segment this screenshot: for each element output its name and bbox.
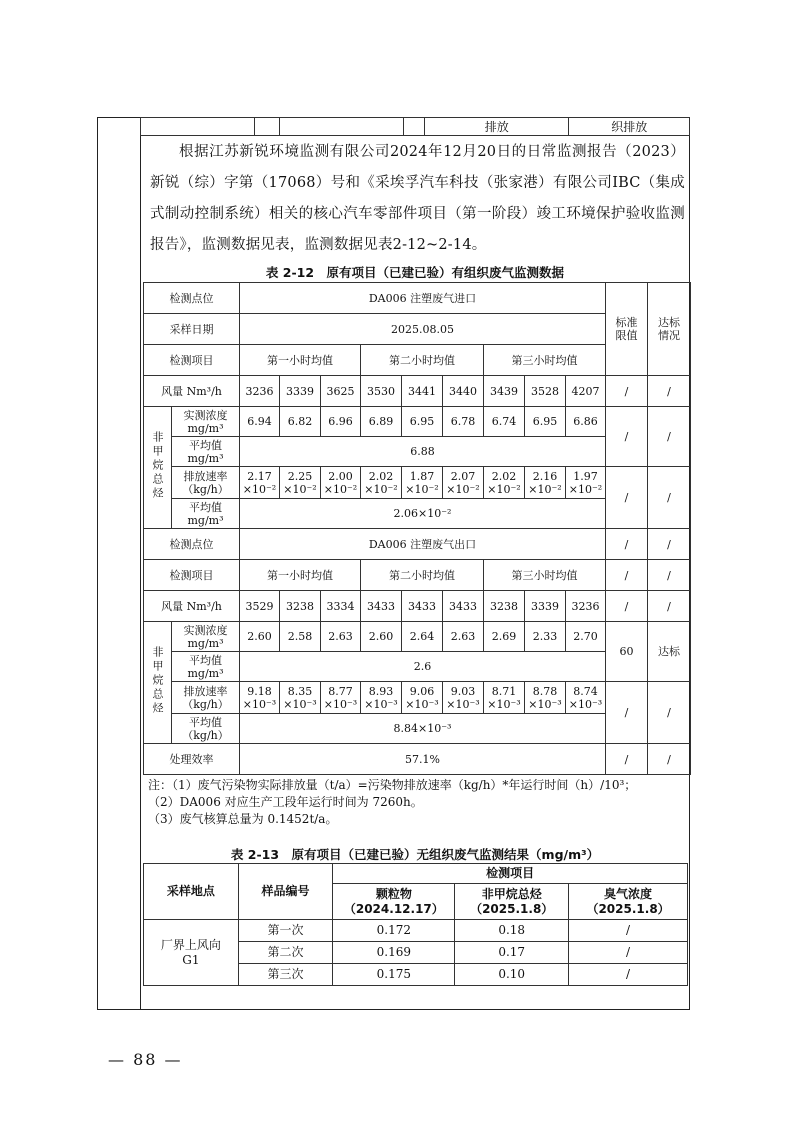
cell: 0.10 bbox=[455, 964, 569, 986]
cell: 实测浓度 mg/m³ bbox=[172, 407, 240, 437]
cell: 2.06×10⁻² bbox=[240, 499, 606, 529]
cell: / bbox=[606, 560, 648, 591]
cell: / bbox=[606, 376, 648, 407]
cell: 3528 bbox=[525, 376, 566, 407]
exponent: ×10⁻³ bbox=[405, 697, 439, 711]
cell: 检测项目 bbox=[144, 345, 240, 376]
cell: 实测浓度 mg/m³ bbox=[172, 622, 240, 652]
cell: 平均值 mg/m³ bbox=[172, 437, 240, 467]
cell: 第一次 bbox=[238, 920, 333, 942]
table-2-13 bbox=[143, 863, 688, 986]
note-line: （3）废气核算总量为 0.1452t/a。 bbox=[148, 812, 338, 826]
cell bbox=[240, 682, 280, 714]
value: 2.17 bbox=[247, 469, 272, 483]
table-2-12 bbox=[143, 282, 691, 775]
cell: / bbox=[648, 407, 691, 467]
cell: 6.88 bbox=[240, 437, 606, 467]
cell: 57.1% bbox=[240, 744, 606, 775]
cell: / bbox=[606, 467, 648, 529]
value: 8.74 bbox=[573, 684, 598, 698]
cell bbox=[443, 467, 484, 499]
continued-table-row bbox=[140, 117, 690, 136]
cell bbox=[144, 407, 172, 529]
cell: 第二次 bbox=[238, 942, 333, 964]
exponent: ×10⁻³ bbox=[568, 697, 603, 711]
cell: 第二小时均值 bbox=[361, 345, 484, 376]
cell: 织排放 bbox=[569, 118, 690, 136]
value: 2.25 bbox=[287, 469, 313, 483]
header-date: （2024.12.17） bbox=[343, 901, 444, 916]
exponent: ×10⁻³ bbox=[528, 697, 562, 711]
exponent: ×10⁻² bbox=[323, 482, 358, 496]
cell bbox=[333, 884, 455, 920]
cell: 3625 bbox=[321, 376, 361, 407]
cell bbox=[280, 682, 321, 714]
cell: 8.84×10⁻³ bbox=[240, 714, 606, 744]
cell: 2.60 bbox=[361, 622, 402, 652]
cell: 排放速率（kg/h） bbox=[172, 682, 240, 714]
cell: 6.86 bbox=[566, 407, 606, 437]
value: 2.07 bbox=[450, 469, 476, 483]
cell: 第三小时均值 bbox=[484, 560, 606, 591]
cell: 排放 bbox=[425, 118, 569, 136]
cell: / bbox=[606, 407, 648, 467]
value: 8.78 bbox=[532, 684, 558, 698]
cell: 3339 bbox=[525, 591, 566, 622]
cell bbox=[321, 682, 361, 714]
exponent: ×10⁻³ bbox=[446, 697, 480, 711]
cell: 检测点位 bbox=[144, 283, 240, 314]
cell bbox=[144, 622, 172, 744]
cell: / bbox=[648, 744, 691, 775]
exponent: ×10⁻³ bbox=[283, 697, 317, 711]
exponent: ×10⁻² bbox=[446, 482, 480, 496]
cell: 样品编号 bbox=[238, 864, 333, 920]
cell: 2.69 bbox=[484, 622, 525, 652]
cell: 2.58 bbox=[280, 622, 321, 652]
cell: 0.18 bbox=[455, 920, 569, 942]
cell: / bbox=[648, 376, 691, 407]
cell: / bbox=[606, 682, 648, 744]
cell: 排放速率（kg/h） bbox=[172, 467, 240, 499]
value: 8.93 bbox=[368, 684, 394, 698]
cell: 3530 bbox=[361, 376, 402, 407]
cell: / bbox=[606, 529, 648, 560]
cell bbox=[280, 467, 321, 499]
cell: 3238 bbox=[280, 591, 321, 622]
cell bbox=[321, 467, 361, 499]
cell: / bbox=[569, 920, 688, 942]
exponent: ×10⁻² bbox=[283, 482, 317, 496]
header: 臭气浓度 bbox=[604, 886, 653, 901]
exponent: ×10⁻² bbox=[364, 482, 398, 496]
cell bbox=[240, 467, 280, 499]
cell: 处理效率 bbox=[144, 744, 240, 775]
cell: 风量 Nm³/h bbox=[144, 376, 240, 407]
cell: 3439 bbox=[484, 376, 525, 407]
cell: 采样日期 bbox=[144, 314, 240, 345]
cell: 2.33 bbox=[525, 622, 566, 652]
cell: 厂界上风向 G1 bbox=[144, 920, 239, 986]
cell bbox=[484, 682, 525, 714]
cell: 0.172 bbox=[333, 920, 455, 942]
cell bbox=[402, 467, 443, 499]
cell: DA006 注塑废气进口 bbox=[240, 283, 606, 314]
cell: / bbox=[648, 591, 691, 622]
cell: 3433 bbox=[443, 591, 484, 622]
exponent: ×10⁻³ bbox=[364, 697, 398, 711]
header: 非甲烷总烃 bbox=[481, 886, 542, 901]
cell: 4207 bbox=[566, 376, 606, 407]
value: 2.02 bbox=[368, 469, 394, 483]
cell: 2.60 bbox=[240, 622, 280, 652]
cell: 3433 bbox=[361, 591, 402, 622]
value: 1.97 bbox=[573, 469, 598, 483]
cell: / bbox=[606, 744, 648, 775]
cell: 6.82 bbox=[280, 407, 321, 437]
cell: 平均值 mg/m³ bbox=[172, 499, 240, 529]
cell: / bbox=[606, 591, 648, 622]
cell: 3334 bbox=[321, 591, 361, 622]
intro-paragraph: 根据江苏新锐环境监测有限公司2024年12月20日的日常监测报告（2023）新锐（综）字第（17068）号和《采埃孚汽车科技（张家港）有限公司IBC（集成式制动控制系统）相关的核心汽车零部件项目（第一阶段）竣工环境保护验收监测报告》，监测数据见表，监测数据见表2-12~2-14。 bbox=[150, 144, 685, 253]
cell: 第二小时均值 bbox=[361, 560, 484, 591]
cell: 第一小时均值 bbox=[240, 345, 361, 376]
exponent: ×10⁻³ bbox=[487, 697, 521, 711]
cell: 检测点位 bbox=[144, 529, 240, 560]
cell: 第三次 bbox=[238, 964, 333, 986]
cell bbox=[361, 682, 402, 714]
cell: 2025.08.05 bbox=[240, 314, 606, 345]
cell: / bbox=[569, 964, 688, 986]
cell: 3236 bbox=[240, 376, 280, 407]
cell: 3238 bbox=[484, 591, 525, 622]
exponent: ×10⁻² bbox=[568, 482, 603, 496]
note-line: 注：（1）废气污染物实际排放量（t/a）=污染物排放速率（kg/h）*年运行时间（h）/10³； bbox=[148, 778, 637, 792]
cell bbox=[402, 682, 443, 714]
exponent: ×10⁻² bbox=[242, 482, 277, 496]
value: 2.02 bbox=[491, 469, 517, 483]
exponent: ×10⁻³ bbox=[242, 697, 277, 711]
exponent: ×10⁻² bbox=[528, 482, 562, 496]
cell: 2.6 bbox=[240, 652, 606, 682]
cell: 平均值（kg/h） bbox=[172, 714, 240, 744]
header-date: （2025.1.8） bbox=[470, 901, 554, 916]
exponent: ×10⁻² bbox=[405, 482, 439, 496]
cell bbox=[361, 467, 402, 499]
cell: / bbox=[648, 467, 691, 529]
cell: 第一小时均值 bbox=[240, 560, 361, 591]
cell: 风量 Nm³/h bbox=[144, 591, 240, 622]
value: 2.00 bbox=[328, 469, 353, 483]
cell: 标准限值 bbox=[606, 283, 648, 376]
cell: 2.70 bbox=[566, 622, 606, 652]
cell: 3441 bbox=[402, 376, 443, 407]
cell: / bbox=[648, 529, 691, 560]
value: 2.16 bbox=[532, 469, 558, 483]
cell: 第三小时均值 bbox=[484, 345, 606, 376]
exponent: ×10⁻² bbox=[487, 482, 521, 496]
cell: 平均值 mg/m³ bbox=[172, 652, 240, 682]
cell bbox=[525, 467, 566, 499]
table-notes bbox=[148, 777, 688, 828]
page-number: — 88 — bbox=[108, 1050, 183, 1069]
cell bbox=[566, 682, 606, 714]
vertical-label: 非甲烷总烃 bbox=[151, 646, 164, 716]
value: 8.77 bbox=[328, 684, 353, 698]
value: 9.18 bbox=[247, 684, 272, 698]
cell: 达标情况 bbox=[648, 283, 691, 376]
cell: 3236 bbox=[566, 591, 606, 622]
table-2-12-caption: 表 2-12 原有项目（已建已验）有组织废气监测数据 bbox=[265, 265, 565, 280]
note-line: （2）DA006 对应生产工段年运行时间为 7260h。 bbox=[148, 795, 423, 809]
cell: 3440 bbox=[443, 376, 484, 407]
cell: 2.63 bbox=[321, 622, 361, 652]
cell: 6.89 bbox=[361, 407, 402, 437]
cell: 3529 bbox=[240, 591, 280, 622]
cell: 3433 bbox=[402, 591, 443, 622]
table-2-13-caption: 表 2-13 原有项目（已建已验）无组织废气监测结果（mg/m³） bbox=[230, 847, 600, 862]
cell: / bbox=[569, 942, 688, 964]
cell: 6.78 bbox=[443, 407, 484, 437]
cell: 6.95 bbox=[525, 407, 566, 437]
cell: 0.175 bbox=[333, 964, 455, 986]
cell: 60 bbox=[606, 622, 648, 682]
value: 8.35 bbox=[287, 684, 313, 698]
cell: 达标 bbox=[648, 622, 691, 682]
cell bbox=[484, 467, 525, 499]
cell: / bbox=[648, 560, 691, 591]
value: 9.03 bbox=[450, 684, 476, 698]
cell: 2.64 bbox=[402, 622, 443, 652]
cell bbox=[566, 467, 606, 499]
value: 1.87 bbox=[409, 469, 435, 483]
cell: 采样地点 bbox=[144, 864, 239, 920]
cell: / bbox=[648, 682, 691, 744]
cell: DA006 注塑废气出口 bbox=[240, 529, 606, 560]
value: 9.06 bbox=[409, 684, 435, 698]
cell: 0.169 bbox=[333, 942, 455, 964]
frame-divider bbox=[140, 117, 141, 1010]
cell: 6.96 bbox=[321, 407, 361, 437]
value: 8.71 bbox=[491, 684, 517, 698]
cell: 0.17 bbox=[455, 942, 569, 964]
cell bbox=[569, 884, 688, 920]
cell: 2.63 bbox=[443, 622, 484, 652]
cell: 检测项目 bbox=[144, 560, 240, 591]
vertical-label: 非甲烷总烃 bbox=[151, 431, 164, 501]
header: 颗粒物 bbox=[375, 886, 412, 901]
cell: 3339 bbox=[280, 376, 321, 407]
header-date: （2025.1.8） bbox=[586, 901, 670, 916]
cell bbox=[455, 884, 569, 920]
cell: 检测项目 bbox=[333, 864, 688, 884]
cell bbox=[443, 682, 484, 714]
exponent: ×10⁻³ bbox=[323, 697, 358, 711]
cell: 6.95 bbox=[402, 407, 443, 437]
cell: 6.94 bbox=[240, 407, 280, 437]
cell bbox=[525, 682, 566, 714]
cell: 6.74 bbox=[484, 407, 525, 437]
